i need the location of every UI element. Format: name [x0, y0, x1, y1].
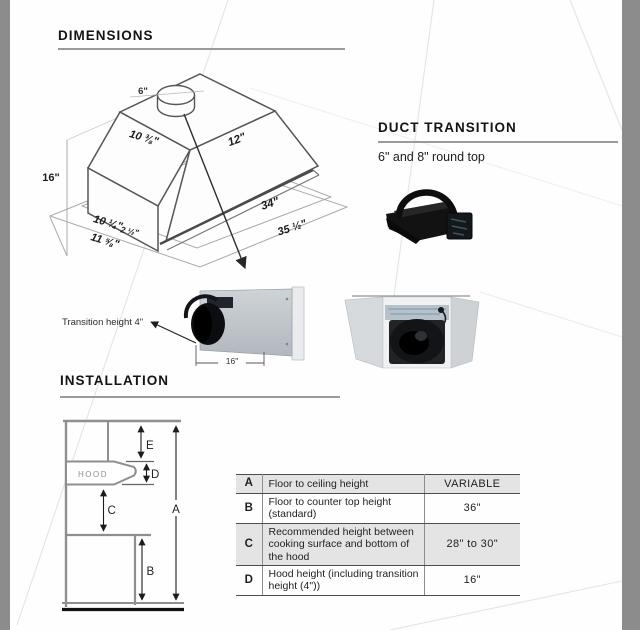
- right-gray-band: [622, 0, 640, 630]
- row-key: A: [236, 475, 262, 494]
- table-row: [236, 475, 520, 494]
- duct-transition-photo: [386, 192, 472, 244]
- transition-junction-box: [447, 213, 472, 239]
- duct-transition-subtitle: 6" and 8" round top: [378, 150, 485, 164]
- row-key: B: [236, 494, 262, 524]
- marker-b: B: [146, 566, 155, 578]
- transition-note-arrow: [151, 322, 196, 343]
- row-value: 28" to 30": [424, 523, 520, 565]
- dim-label-left-slope: 10 ⅜": [127, 128, 160, 148]
- left-gray-band: [0, 0, 10, 630]
- dim-label-duct-diameter: 6": [138, 86, 148, 97]
- hood-bottom-photo: [345, 296, 479, 368]
- duct-transition-divider: [378, 141, 618, 143]
- fold-line: [388, 0, 434, 340]
- hood-side-photo: [62, 287, 304, 366]
- dim-label-right-slope: 12": [226, 131, 248, 150]
- row-value: 16": [424, 565, 520, 595]
- dim-label-inner-depth: 10 ¼": [91, 213, 124, 233]
- installation-divider: [60, 396, 340, 398]
- row-key: C: [236, 523, 262, 565]
- blower-hub: [415, 331, 427, 341]
- marker-a: A: [172, 504, 180, 516]
- marker-e: E: [146, 440, 154, 452]
- dim-label-outer-depth: 11 ⅝": [89, 231, 121, 251]
- table-row: [236, 523, 520, 565]
- height-guide-line: [50, 140, 67, 256]
- blower-side-dark: [194, 306, 212, 342]
- table-row: [236, 494, 520, 524]
- dim-label-photo-depth: 16": [225, 356, 239, 366]
- marker-d: D: [151, 469, 160, 481]
- dimensions-divider: [58, 48, 345, 50]
- screw: [286, 343, 289, 346]
- duct-collar-top: [158, 86, 195, 105]
- row-description: Floor to counter top height (standard): [262, 494, 424, 524]
- row-value: VARIABLE: [424, 475, 520, 494]
- right-wing-panel: [451, 297, 479, 368]
- row-description: Hood height (including transition height (4")): [262, 565, 424, 595]
- transition-note-label: Transition height 4": [62, 317, 144, 328]
- hood-diagram-label: HOOD: [78, 470, 108, 479]
- fold-line: [250, 88, 622, 206]
- dim-label-overall-height: 16": [42, 172, 60, 184]
- dimensions-isometric-drawing: [42, 74, 347, 268]
- row-description: Floor to ceiling height: [262, 475, 424, 494]
- row-description: Recommended height between cooking surface and bottom of the hood: [262, 523, 424, 565]
- left-wing-panel: [345, 297, 383, 368]
- fold-line: [570, 0, 622, 130]
- row-value: 36": [424, 494, 520, 524]
- screw: [286, 298, 289, 301]
- installation-spec-table: [236, 474, 520, 596]
- marker-c: C: [107, 505, 116, 517]
- fold-line: [480, 292, 622, 337]
- dimensions-heading: DIMENSIONS: [58, 28, 154, 43]
- duct-transition-heading: DUCT TRANSITION: [378, 120, 517, 135]
- row-key: D: [236, 565, 262, 595]
- dim-label-outer-width: 35 ½": [276, 217, 309, 239]
- installation-heading: INSTALLATION: [60, 373, 169, 388]
- dim-label-flange-lip: 2 ½": [119, 224, 140, 238]
- dim-label-inner-width: 34": [259, 195, 281, 213]
- installation-diagram: [62, 420, 184, 610]
- wall-flange: [292, 287, 304, 360]
- table-row: [236, 565, 520, 595]
